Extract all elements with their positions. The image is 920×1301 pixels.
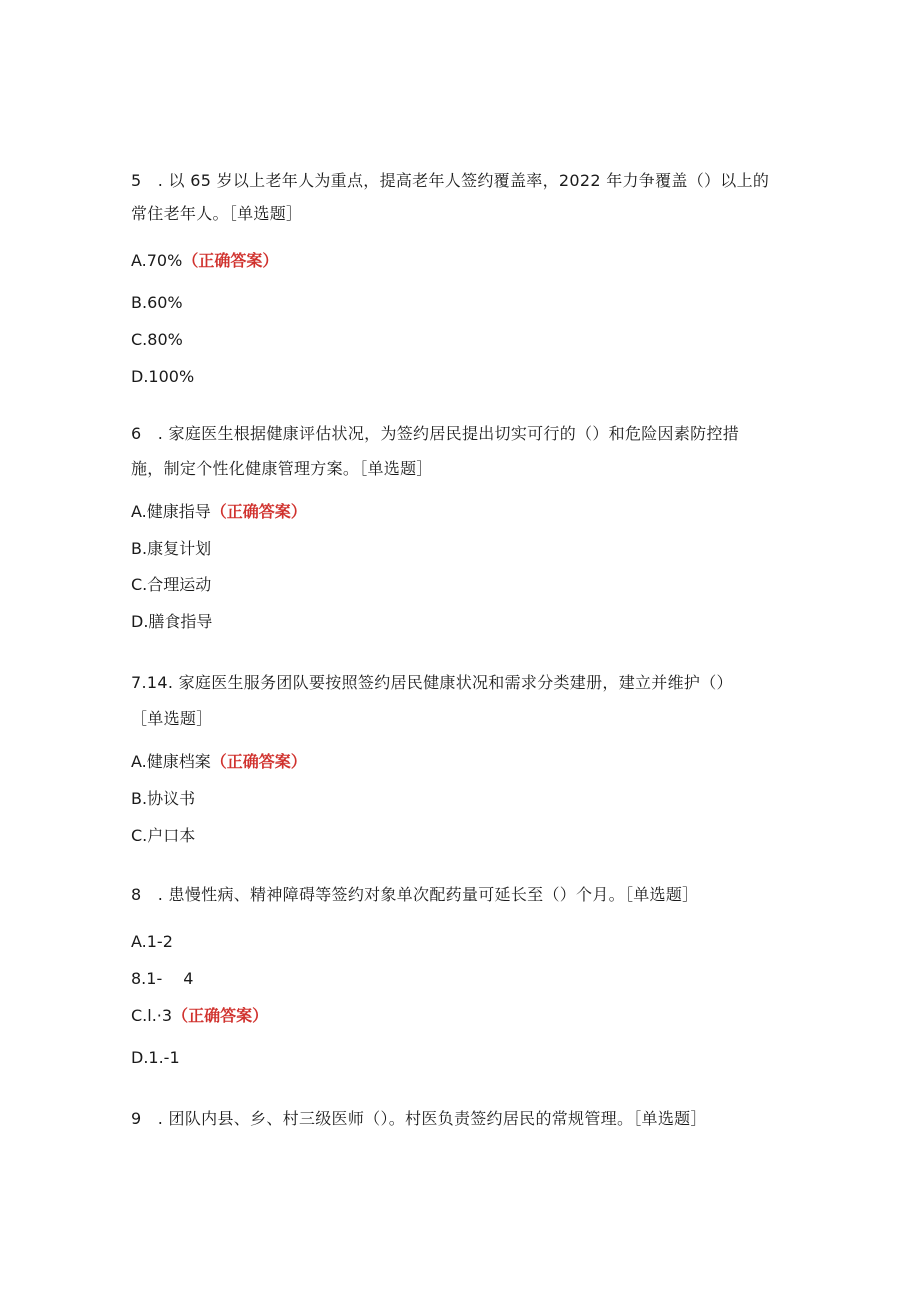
option-label: 8.1- 4 bbox=[131, 969, 194, 988]
option-label: A.70% bbox=[131, 251, 183, 270]
question-6-option-c bbox=[131, 575, 211, 595]
question-7-text-line-2: ［单选题］ bbox=[131, 709, 213, 728]
option-label: A.1-2 bbox=[131, 932, 173, 951]
correct-answer-marker: （正确答案） bbox=[210, 502, 307, 521]
question-8-option-a bbox=[131, 932, 173, 952]
option-label: A.健康档案 bbox=[131, 752, 211, 771]
question-5-option-c bbox=[131, 330, 183, 350]
question-9-text-line-1: 9 . 团队内县、乡、村三级医师（）。村医负责签约居民的常规管理。［单选题］ bbox=[131, 1109, 707, 1128]
option-label: D.膳食指导 bbox=[131, 612, 213, 631]
option-label: D.100% bbox=[131, 367, 195, 386]
option-label: C.户口本 bbox=[131, 826, 196, 845]
option-label: A.健康指导 bbox=[131, 502, 211, 521]
option-label: C.合理运动 bbox=[131, 575, 212, 594]
question-5-option-d bbox=[131, 367, 194, 387]
option-label: B.康复计划 bbox=[131, 539, 212, 558]
question-7-option-b bbox=[131, 789, 195, 809]
question-8-option-d bbox=[131, 1048, 180, 1068]
option-label: C.l.·3 bbox=[131, 1006, 173, 1025]
question-5-option-b bbox=[131, 293, 183, 313]
question-7-option-c bbox=[131, 826, 195, 846]
option-label: B.协议书 bbox=[131, 789, 196, 808]
question-8-text-line-1: 8 . 患慢性病、精神障碍等签约对象单次配药量可延长至（）个月。［单选题］ bbox=[131, 885, 699, 904]
question-6-text-line-1: 6 . 家庭医生根据健康评估状况，为签约居民提出切实可行的（）和危险因素防控措 bbox=[131, 424, 740, 443]
correct-answer-marker: （正确答案） bbox=[210, 752, 307, 771]
question-6-option-b bbox=[131, 539, 211, 559]
question-8-option-b bbox=[131, 969, 194, 989]
option-label: C.80% bbox=[131, 330, 183, 349]
question-5-text-line-1: 5 . 以 65 岁以上老年人为重点，提高老年人签约覆盖率，2022 年力争覆盖（）以上的 bbox=[131, 171, 770, 190]
question-5-option-a bbox=[131, 251, 278, 271]
option-label: B.60% bbox=[131, 293, 183, 312]
option-label: D.1.-1 bbox=[131, 1048, 180, 1067]
question-6-option-d bbox=[131, 612, 212, 632]
correct-answer-marker: （正确答案） bbox=[182, 251, 279, 270]
question-7-option-a bbox=[131, 752, 307, 772]
question-7-text-line-1: 7.14. 家庭医生服务团队要按照签约居民健康状况和需求分类建册，建立并维护（） bbox=[131, 673, 733, 692]
question-6-option-a bbox=[131, 502, 307, 522]
question-5-text-line-2: 常住老年人。［单选题］ bbox=[131, 204, 303, 223]
correct-answer-marker: （正确答案） bbox=[172, 1006, 269, 1025]
question-8-option-c bbox=[131, 1006, 268, 1026]
question-6-text-line-2: 施，制定个性化健康管理方案。［单选题］ bbox=[131, 459, 433, 478]
